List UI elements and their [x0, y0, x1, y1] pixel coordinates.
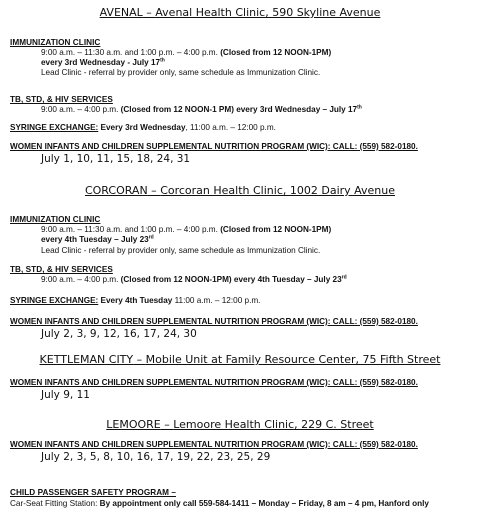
kettleman-wic-label: WOMEN INFANTS AND CHILDREN SUPPLEMENTAL NUTRITION PROGRAM (WIC): CALL: (559) 582-0180.	[10, 378, 418, 387]
avenal-syringe-exchange: SYRINGE EXCHANGE: Every 3rd Wednesday, 11:00 a.m. – 12:00 p.m.	[10, 123, 276, 132]
child-passenger-heading: CHILD PASSENGER SAFETY PROGRAM –	[10, 488, 176, 497]
corcoran-tb-hours: 9:00 a.m. – 4:00 p.m. (Closed from 12 NOON-1PM) every 4th Tuesday – July 23rd	[41, 274, 347, 284]
corcoran-wic-label: WOMEN INFANTS AND CHILDREN SUPPLEMENTAL NUTRITION PROGRAM (WIC): CALL: (559) 582-0180.	[10, 317, 418, 326]
corcoran-immunization-hours: 9:00 a.m. – 11:30 a.m. and 1:00 p.m. – 4:00 p.m. (Closed from 12 NOON-1PM)	[41, 225, 332, 234]
avenal-location-title: AVENAL – Avenal Health Clinic, 590 Skyline Avenue	[99, 6, 381, 19]
corcoran-immunization-schedule: every 4th Tuesday – July 23rd	[41, 234, 154, 244]
car-seat-fitting-station: Car-Seat Fitting Station: By appointment only call 559-584-1411 – Monday – Friday, 8 am – 4 pm, Hanford only	[10, 499, 429, 508]
avenal-wic-label: WOMEN INFANTS AND CHILDREN SUPPLEMENTAL NUTRITION PROGRAM (WIC): CALL: (559) 582-0180.	[10, 142, 418, 151]
corcoran-location-title: CORCORAN – Corcoran Health Clinic, 1002 Dairy Avenue	[84, 184, 396, 197]
corcoran-wic-dates: July 2, 3, 9, 12, 16, 17, 24, 30	[41, 328, 197, 340]
kettleman-wic-dates: July 9, 11	[41, 389, 90, 401]
avenal-immunization-hours: 9:00 a.m. – 11:30 a.m. and 1:00 p.m. – 4:00 p.m. (Closed from 12 NOON-1PM)	[41, 48, 332, 57]
lemoore-wic-dates: July 2, 3, 5, 8, 10, 16, 17, 19, 22, 23, 25, 29	[41, 451, 271, 463]
avenal-wic-dates: July 1, 10, 11, 15, 18, 24, 31	[41, 153, 191, 165]
corcoran-immunization-heading: IMMUNIZATION CLINIC	[10, 215, 101, 224]
kettleman-location-title: KETTLEMAN CITY – Mobile Unit at Family Resource Center, 75 Fifth Street	[39, 353, 441, 366]
corcoran-lead-clinic: Lead Clinic - referral by provider only, same schedule as Immunization Clinic.	[41, 246, 321, 255]
avenal-tb-heading: TB, STD, & HIV SERVICES	[10, 95, 113, 104]
avenal-lead-clinic: Lead Clinic - referral by provider only, same schedule as Immunization Clinic.	[41, 68, 321, 77]
avenal-tb-hours: 9:00 a.m. – 4:00 p.m. (Closed from 12 NOON-1 PM) every 3rd Wednesday – July 17th	[41, 104, 362, 114]
avenal-immunization-schedule: every 3rd Wednesday - July 17th	[41, 57, 165, 67]
avenal-immunization-heading: IMMUNIZATION CLINIC	[10, 38, 101, 47]
lemoore-location-title: LEMOORE – Lemoore Health Clinic, 229 C. Street	[106, 418, 374, 431]
corcoran-syringe-exchange: SYRINGE EXCHANGE: Every 4th Tuesday 11:00 a.m. – 12:00 p.m.	[10, 296, 261, 305]
corcoran-tb-heading: TB, STD, & HIV SERVICES	[10, 265, 113, 274]
lemoore-wic-label: WOMEN INFANTS AND CHILDREN SUPPLEMENTAL NUTRITION PROGRAM (WIC): CALL: (559) 582-0180.	[10, 440, 418, 449]
